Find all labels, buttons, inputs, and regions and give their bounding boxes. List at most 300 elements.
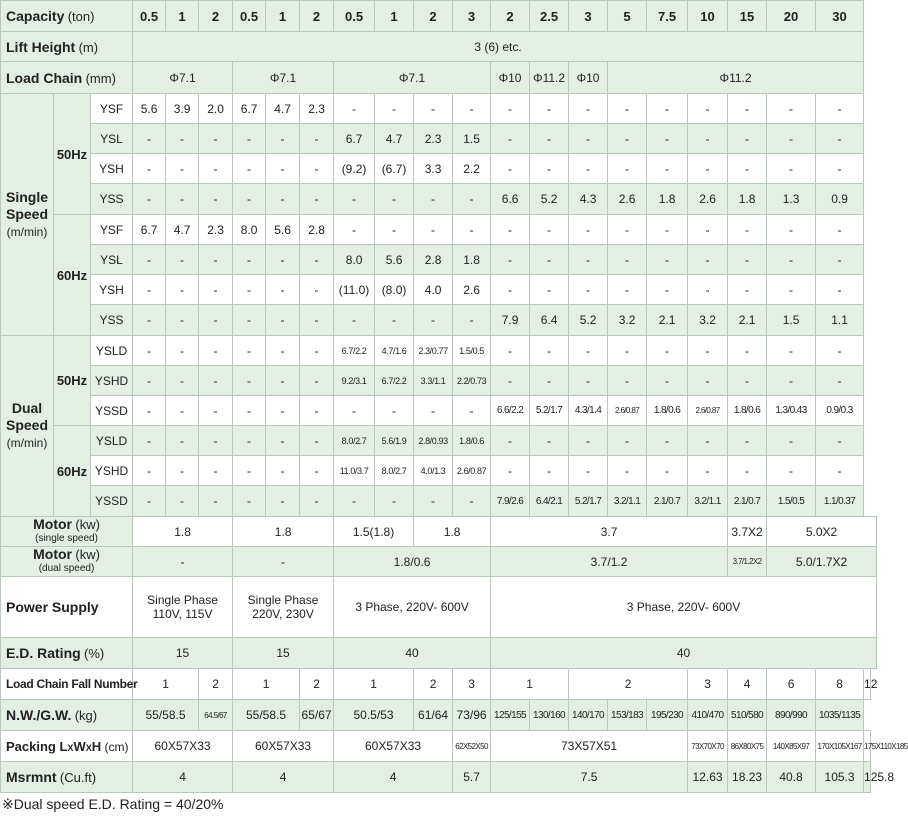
capacity-value: 2.5 (530, 1, 569, 32)
speed-value: - (728, 275, 767, 305)
speed-value: 5.6 (375, 245, 414, 275)
speed-value: - (453, 396, 491, 426)
speed-value: - (728, 366, 767, 396)
nwgw-label: N.W./G.W. (6, 707, 72, 723)
msrmnt-value: 4 (233, 762, 334, 793)
ed-rating-unit: (%) (84, 646, 105, 661)
speed-value: - (491, 94, 530, 124)
lcfn-value: 3 (453, 669, 491, 700)
speed-value: - (300, 154, 334, 184)
speed-value: - (166, 456, 199, 486)
speed-row (1, 305, 877, 336)
speed-value: - (199, 426, 233, 456)
msrmnt-label: Msrmnt (6, 769, 57, 785)
speed-value: - (647, 275, 688, 305)
speed-value: - (728, 336, 767, 366)
speed-value: - (608, 366, 647, 396)
dual-label: Dual (11, 400, 43, 416)
speed-value: - (233, 456, 266, 486)
capacity-unit: (ton) (67, 9, 95, 24)
speed-value: - (767, 245, 816, 275)
motor-value: - (133, 547, 233, 577)
packing-label: Packing L (6, 738, 68, 754)
lcfn-value: 4 (728, 669, 767, 700)
speed-value: - (233, 124, 266, 154)
lcfn-row (1, 669, 877, 700)
speed-value: - (688, 245, 728, 275)
lcfn-value: 2 (300, 669, 334, 700)
speed-value: (8.0) (375, 275, 414, 305)
speed-value: - (728, 94, 767, 124)
speed-value: - (491, 154, 530, 184)
speed-value: 1.8 (728, 184, 767, 215)
speed-value: - (133, 486, 166, 517)
lcfn-label: Load Chain Fall Number (1, 669, 133, 700)
packing-label-cell (1, 731, 133, 762)
speed-value: 2.8 (414, 245, 453, 275)
speed-value: - (300, 486, 334, 517)
speed-value: - (530, 154, 569, 184)
speed-value: - (767, 215, 816, 245)
speed-value: - (767, 94, 816, 124)
speed-row (1, 396, 877, 426)
speed-value: - (133, 154, 166, 184)
motor-value: 5.0/1.7X2 (767, 547, 877, 577)
nwgw-value: 140/170 (569, 700, 608, 731)
load-chain-row (1, 62, 877, 94)
nwgw-value: 890/990 (767, 700, 816, 731)
ed-rating-value: 40 (334, 638, 491, 669)
packing-value: 73X70X70 (688, 731, 728, 762)
speed-value: - (688, 215, 728, 245)
speed-value: - (767, 366, 816, 396)
power-supply-a (133, 577, 233, 638)
model-name: YSHD (91, 366, 133, 396)
speed-value: - (688, 124, 728, 154)
msrmnt-label-cell (1, 762, 133, 793)
speed-value: - (199, 154, 233, 184)
lcfn-value: 1 (133, 669, 199, 700)
lcfn-value: 1 (491, 669, 569, 700)
packing-value: 175X110X185 (864, 731, 870, 762)
speed-row (1, 215, 877, 245)
speed-value: - (608, 154, 647, 184)
single-label: Single (5, 188, 48, 205)
speed-value: 2.6 (688, 184, 728, 215)
capacity-value: 3 (453, 1, 491, 32)
speed-value: 3.2/1.1 (608, 486, 647, 517)
speed-value: - (166, 124, 199, 154)
speed-value: - (266, 245, 300, 275)
motor-value: 5.0X2 (767, 517, 877, 547)
speed-value: - (199, 245, 233, 275)
speed-value: - (133, 124, 166, 154)
speed-value: - (767, 426, 816, 456)
speed-value: - (569, 275, 608, 305)
speed-value: - (334, 215, 375, 245)
speed-value: - (728, 456, 767, 486)
speed-value: - (166, 184, 199, 215)
speed-value: - (816, 215, 864, 245)
lift-height-value: 3 (6) etc. (133, 32, 864, 62)
speed-label: Speed (5, 417, 48, 433)
nwgw-value: 130/160 (530, 700, 569, 731)
dual-speed-group (1, 336, 54, 517)
speed-row (1, 336, 877, 366)
motor-value: 1.8 (133, 517, 233, 547)
packing-unit: (cm) (101, 739, 129, 754)
speed-value: - (816, 426, 864, 456)
speed-value: - (199, 336, 233, 366)
speed-value: - (647, 215, 688, 245)
speed-value: 1.5/0.5 (453, 336, 491, 366)
speed-value: - (688, 154, 728, 184)
speed-value: 2.1/0.7 (647, 486, 688, 517)
speed-value: - (816, 94, 864, 124)
ed-rating-label: E.D. Rating (6, 645, 81, 661)
speed-value: 2.2/0.73 (453, 366, 491, 396)
motor-single-label-cell (1, 517, 133, 547)
motor-value: 1.8/0.6 (334, 547, 491, 577)
speed-label: Speed (5, 205, 48, 222)
speed-value: - (414, 215, 453, 245)
footnote: ※Dual speed E.D. Rating = 40/20% (2, 796, 224, 812)
speed-value: - (608, 94, 647, 124)
ed-rating-row (1, 638, 877, 669)
speed-value: 4.3 (569, 184, 608, 215)
speed-value: - (491, 245, 530, 275)
speed-value: - (199, 305, 233, 336)
speed-value: - (491, 456, 530, 486)
speed-value: - (491, 275, 530, 305)
speed-value: - (608, 215, 647, 245)
capacity-value: 3 (569, 1, 608, 32)
speed-value: - (728, 154, 767, 184)
msrmnt-value: 4 (334, 762, 453, 793)
speed-value: 3.3 (414, 154, 453, 184)
speed-unit: (m/min) (6, 436, 48, 450)
capacity-value: 2 (491, 1, 530, 32)
speed-value: - (647, 154, 688, 184)
motor-value: 3.7X2 (728, 517, 767, 547)
speed-row (1, 456, 877, 486)
packing-value: 170X105X167 (816, 731, 864, 762)
speed-value: - (608, 336, 647, 366)
speed-value: - (300, 396, 334, 426)
model-name: YSF (91, 215, 133, 245)
speed-value: - (491, 366, 530, 396)
speed-value: - (569, 336, 608, 366)
speed-value: 0.9 (816, 184, 864, 215)
speed-value: - (166, 305, 199, 336)
speed-value: 6.6 (491, 184, 530, 215)
speed-value: - (414, 486, 453, 517)
speed-value: 1.8/0.6 (453, 426, 491, 456)
speed-value: (9.2) (334, 154, 375, 184)
speed-value: - (569, 456, 608, 486)
load-chain-label: Load Chain (6, 69, 83, 86)
speed-value: 1.5 (453, 124, 491, 154)
capacity-value: 15 (728, 1, 767, 32)
speed-value: - (233, 366, 266, 396)
speed-value: 5.2 (530, 184, 569, 215)
speed-value: - (414, 94, 453, 124)
capacity-value: 2 (414, 1, 453, 32)
speed-value: 6.7/2.2 (334, 336, 375, 366)
motor-value: 3.7/1.2 (491, 547, 728, 577)
speed-value: - (728, 426, 767, 456)
nwgw-value: 153/183 (608, 700, 647, 731)
capacity-value: 30 (816, 1, 864, 32)
speed-value: - (199, 396, 233, 426)
speed-value: - (569, 94, 608, 124)
speed-value: - (233, 245, 266, 275)
capacity-value: 1 (266, 1, 300, 32)
speed-value: - (491, 336, 530, 366)
speed-value: 4.7 (375, 124, 414, 154)
packing-x1: X (67, 742, 74, 753)
power-supply-c: 3 Phase, 220V- 600V (334, 577, 491, 638)
speed-value: 2.1/0.7 (728, 486, 767, 517)
motor-unit: (kw) (75, 517, 100, 532)
speed-value: - (688, 366, 728, 396)
lcfn-value: 1 (233, 669, 300, 700)
ed-rating-label-cell (1, 638, 133, 669)
msrmnt-value: 105.3 (816, 762, 864, 793)
packing-value: 60X57X33 (233, 731, 334, 762)
speed-value: - (816, 336, 864, 366)
speed-value: 2.0 (199, 94, 233, 124)
speed-value: 0.9/0.3 (816, 396, 864, 426)
load-chain-value: Φ7.1 (233, 62, 334, 94)
speed-value: - (647, 366, 688, 396)
speed-value: 2.2 (453, 154, 491, 184)
nwgw-value: 50.5/53 (334, 700, 414, 731)
speed-value: - (133, 426, 166, 456)
speed-value: - (688, 336, 728, 366)
speed-value: - (233, 275, 266, 305)
msrmnt-unit: (Cu.ft) (59, 770, 97, 785)
speed-value: - (266, 124, 300, 154)
speed-value: - (453, 486, 491, 517)
speed-value: 8.0/2.7 (334, 426, 375, 456)
nwgw-value: 410/470 (688, 700, 728, 731)
speed-value: 4.7/1.6 (375, 336, 414, 366)
motor-value: 1.5(1.8) (334, 517, 414, 547)
hz-label: 50Hz (54, 336, 91, 426)
speed-value: - (647, 245, 688, 275)
lift-height-label: Lift Height (6, 38, 76, 55)
capacity-value: 0.5 (133, 1, 166, 32)
speed-value: - (300, 184, 334, 215)
speed-value: - (233, 154, 266, 184)
lcfn-value: 8 (816, 669, 864, 700)
speed-value: 3.3/1.1 (414, 366, 453, 396)
speed-value: - (300, 245, 334, 275)
speed-value: 6.7 (133, 215, 166, 245)
speed-value: 5.2/1.7 (569, 486, 608, 517)
speed-value: - (608, 245, 647, 275)
motor-label: Motor (33, 546, 73, 562)
speed-value: 2.6/0.87 (688, 396, 728, 426)
hz-label: 60Hz (54, 215, 91, 336)
speed-value: 5.2 (569, 305, 608, 336)
speed-value: - (728, 245, 767, 275)
speed-value: - (133, 184, 166, 215)
speed-value: - (530, 124, 569, 154)
model-name: YSLD (91, 426, 133, 456)
speed-value: - (647, 94, 688, 124)
speed-value: - (530, 215, 569, 245)
load-chain-value: Φ11.2 (530, 62, 569, 94)
speed-value: - (453, 94, 491, 124)
packing-h: H (91, 738, 102, 754)
capacity-value: 2 (300, 1, 334, 32)
speed-value: - (569, 245, 608, 275)
speed-value: - (608, 275, 647, 305)
speed-value: 1.1/0.37 (816, 486, 864, 517)
speed-value: - (300, 426, 334, 456)
capacity-value: 0.5 (233, 1, 266, 32)
msrmnt-value: 125.8 (864, 762, 870, 793)
msrmnt-value: 40.8 (767, 762, 816, 793)
capacity-value: 0.5 (334, 1, 375, 32)
speed-value: - (233, 426, 266, 456)
speed-value: 4.3/1.4 (569, 396, 608, 426)
speed-row (1, 184, 877, 215)
speed-value: 5.2/1.7 (530, 396, 569, 426)
speed-value: - (453, 305, 491, 336)
speed-value: - (767, 275, 816, 305)
speed-value: - (199, 275, 233, 305)
nwgw-value: 125/155 (491, 700, 530, 731)
msrmnt-value: 7.5 (491, 762, 688, 793)
speed-value: 1.1 (816, 305, 864, 336)
speed-value: - (767, 124, 816, 154)
speed-value: - (608, 124, 647, 154)
speed-value: - (816, 124, 864, 154)
speed-value: - (233, 305, 266, 336)
load-chain-value: Φ7.1 (334, 62, 491, 94)
lift-height-label-cell (1, 32, 133, 62)
speed-value: - (688, 426, 728, 456)
speed-row (1, 426, 877, 456)
speed-value: - (608, 456, 647, 486)
speed-value: - (266, 396, 300, 426)
speed-value: - (375, 94, 414, 124)
speed-value: - (166, 426, 199, 456)
nwgw-value: 65/67 (300, 700, 334, 731)
speed-value: - (266, 336, 300, 366)
speed-value: - (133, 366, 166, 396)
speed-value: 1.5 (767, 305, 816, 336)
speed-value: 3.2 (688, 305, 728, 336)
capacity-value: 1 (375, 1, 414, 32)
capacity-row (1, 1, 877, 32)
load-chain-label-cell (1, 62, 133, 94)
speed-value: - (166, 366, 199, 396)
power-supply-d: 3 Phase, 220V- 600V (491, 577, 877, 638)
speed-value: 7.9/2.6 (491, 486, 530, 517)
speed-value: 5.6 (133, 94, 166, 124)
speed-value: 3.9 (166, 94, 199, 124)
speed-value: - (266, 366, 300, 396)
speed-value: - (816, 366, 864, 396)
motor-value: 1.8 (233, 517, 334, 547)
motor-value: - (233, 547, 334, 577)
load-chain-value: Φ7.1 (133, 62, 233, 94)
speed-value: - (300, 456, 334, 486)
speed-value: - (266, 426, 300, 456)
speed-value: 4.0/1.3 (414, 456, 453, 486)
speed-value: - (334, 184, 375, 215)
hz-label: 50Hz (54, 94, 91, 215)
speed-value: - (569, 366, 608, 396)
speed-value: - (453, 215, 491, 245)
speed-value: 1.3 (767, 184, 816, 215)
speed-value: - (199, 124, 233, 154)
single-speed-group (1, 94, 54, 336)
speed-value: - (266, 275, 300, 305)
speed-value: - (728, 215, 767, 245)
speed-value: - (375, 184, 414, 215)
speed-value: - (688, 456, 728, 486)
packing-w: W (73, 738, 86, 754)
speed-value: - (816, 245, 864, 275)
speed-value: - (816, 275, 864, 305)
speed-value: 8.0 (334, 245, 375, 275)
speed-value: 4.7 (166, 215, 199, 245)
packing-value: 62X52X50 (453, 731, 491, 762)
speed-value: 2.1 (647, 305, 688, 336)
speed-value: - (453, 184, 491, 215)
speed-value: - (199, 184, 233, 215)
speed-value: - (414, 396, 453, 426)
speed-value: 4.7 (266, 94, 300, 124)
motor-value: 3.7 (491, 517, 728, 547)
speed-value: 6.6/2.2 (491, 396, 530, 426)
speed-value: 2.6/0.87 (453, 456, 491, 486)
speed-value: - (491, 426, 530, 456)
lcfn-value: 2 (414, 669, 453, 700)
model-name: YSS (91, 184, 133, 215)
speed-row (1, 486, 877, 517)
speed-value: 9.2/3.1 (334, 366, 375, 396)
speed-value: - (300, 336, 334, 366)
speed-value: - (647, 124, 688, 154)
speed-value: - (569, 215, 608, 245)
speed-value: - (300, 275, 334, 305)
speed-value: - (767, 456, 816, 486)
speed-value: - (375, 486, 414, 517)
msrmnt-row (1, 762, 877, 793)
msrmnt-value: 18.23 (728, 762, 767, 793)
speed-value: - (233, 184, 266, 215)
nwgw-value: 55/58.5 (233, 700, 300, 731)
speed-value: - (166, 336, 199, 366)
packing-value: 60X57X33 (334, 731, 453, 762)
model-name: YSF (91, 94, 133, 124)
speed-value: - (233, 396, 266, 426)
speed-value: - (166, 486, 199, 517)
speed-value: (11.0) (334, 275, 375, 305)
speed-value: 6.7/2.2 (375, 366, 414, 396)
speed-value: 6.7 (334, 124, 375, 154)
speed-value: - (199, 486, 233, 517)
capacity-value: 7.5 (647, 1, 688, 32)
speed-value: - (688, 275, 728, 305)
speed-value: - (491, 124, 530, 154)
